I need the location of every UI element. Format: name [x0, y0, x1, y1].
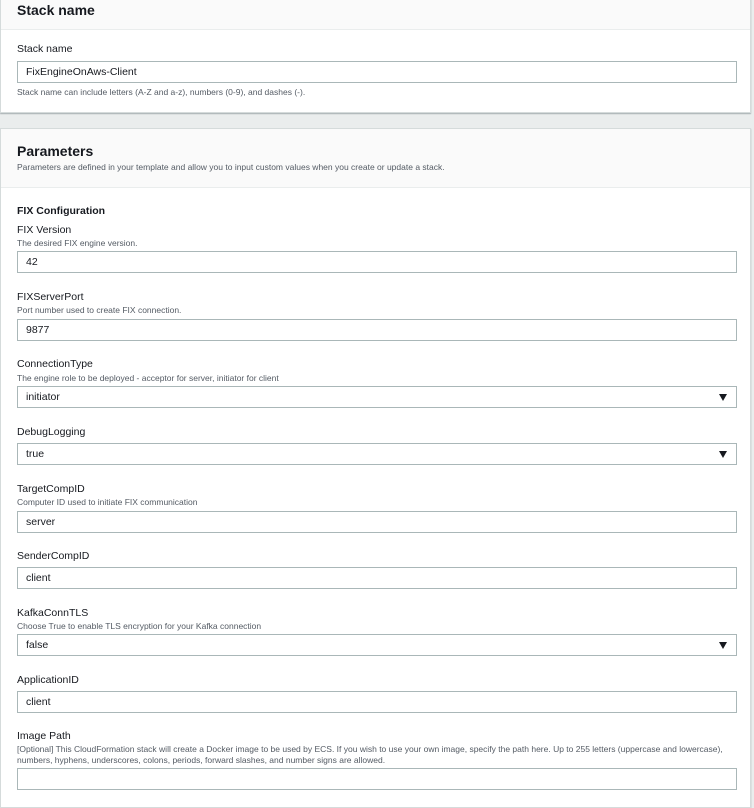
caret-down-icon: [719, 642, 727, 649]
stack-name-label: Stack name: [17, 43, 73, 55]
fixserverport-value: 9877: [26, 324, 50, 336]
kafkaconntls-description: Choose True to enable TLS encryption for your Kafka connection: [17, 621, 262, 631]
kafkaconntls-select[interactable]: [17, 634, 737, 656]
image-path-input[interactable]: [17, 768, 737, 790]
sendercompid-value: client: [26, 572, 51, 584]
image-path-description: [Optional] This CloudFormation stack will create a Docker image to be used by ECS. If you wish to use your own image, specify the path here. Up to 255 letters (uppercase and lowercase), numbers, hyphens, underscores, colons, periods, forward slashes, and number signs are allowed.: [17, 744, 723, 765]
kafkaconntls-label: KafkaConnTLS: [17, 607, 89, 619]
panel-title: Parameters: [17, 143, 94, 159]
fixserverport-input[interactable]: [17, 319, 737, 341]
targetcompid-label: TargetCompID: [17, 483, 85, 495]
targetcompid-input[interactable]: [17, 511, 737, 533]
debuglogging-value: true: [26, 448, 45, 460]
applicationid-label: ApplicationID: [17, 674, 79, 686]
sendercompid-label: SenderCompID: [17, 550, 90, 562]
caret-down-icon: [719, 394, 727, 401]
stack-name-panel: [0, 0, 751, 113]
stack-name-input[interactable]: FixEngineOnAws-Client: [17, 61, 737, 83]
applicationid-input[interactable]: [17, 691, 737, 713]
fix-version-description: The desired FIX engine version.: [17, 238, 138, 248]
fix-version-label: FIX Version: [17, 224, 72, 236]
fix-version-input[interactable]: [17, 251, 737, 273]
connectiontype-select[interactable]: [17, 386, 737, 408]
connectiontype-label: ConnectionType: [17, 358, 93, 370]
connectiontype-value: initiator: [26, 391, 60, 403]
fixserverport-description: Port number used to create FIX connection.: [17, 305, 182, 315]
stack-name-header: [1, 0, 750, 30]
image-path-label: Image Path: [17, 730, 71, 742]
parameters-header: [1, 129, 750, 188]
debuglogging-label: DebugLogging: [17, 426, 86, 438]
panel-title: Stack name: [17, 2, 95, 18]
debuglogging-select[interactable]: [17, 443, 737, 465]
applicationid-value: client: [26, 696, 51, 708]
targetcompid-description: Computer ID used to initiate FIX communication: [17, 497, 198, 507]
stack-name-hint: Stack name can include letters (A-Z and a-z), numbers (0-9), and dashes (-).: [17, 87, 306, 97]
fix-version-value: 42: [26, 256, 38, 268]
fixserverport-label: FIXServerPort: [17, 291, 84, 303]
parameters-panel: [0, 128, 751, 808]
sendercompid-input[interactable]: [17, 567, 737, 589]
connectiontype-description: The engine role to be deployed - acceptor for server, initiator for client: [17, 373, 279, 383]
section-title: FIX Configuration: [17, 205, 106, 217]
targetcompid-value: server: [26, 516, 56, 528]
kafkaconntls-value: false: [26, 639, 49, 651]
panel-subtitle: Parameters are defined in your template and allow you to input custom values when you create or update a stack.: [17, 162, 445, 172]
caret-down-icon: [719, 451, 727, 458]
